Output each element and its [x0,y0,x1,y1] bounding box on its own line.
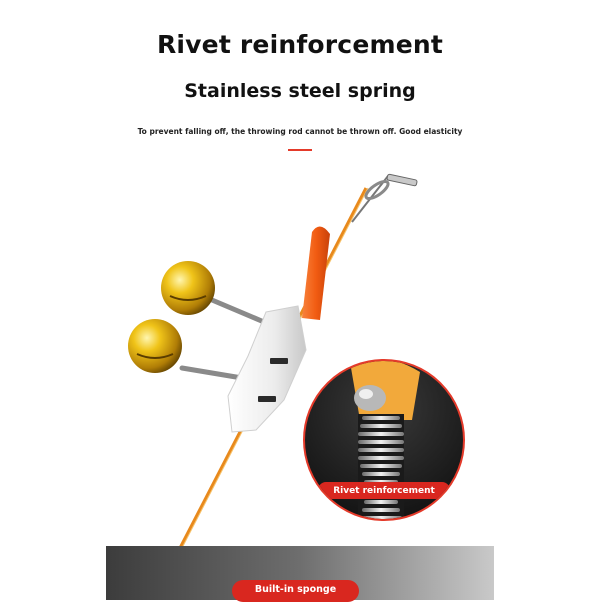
orange-float [302,226,330,320]
page-tagline: To prevent falling off, the throwing rod cannot be thrown off. Good elasticity [137,127,463,136]
rod-tip-guide [363,174,417,202]
page-title: Rivet reinforcement [156,30,444,59]
rivet-reinforcement-label: Rivet reinforcement [333,486,435,496]
gold-bell-lower [128,319,182,373]
built-in-sponge-label: Built-in sponge [254,584,337,595]
stainless-spring [358,414,404,524]
spring-detail-zoom [304,358,464,524]
bell-clip-body [228,306,306,432]
gold-bell-upper [161,261,215,315]
page-subtitle: Stainless steel spring [184,80,416,102]
